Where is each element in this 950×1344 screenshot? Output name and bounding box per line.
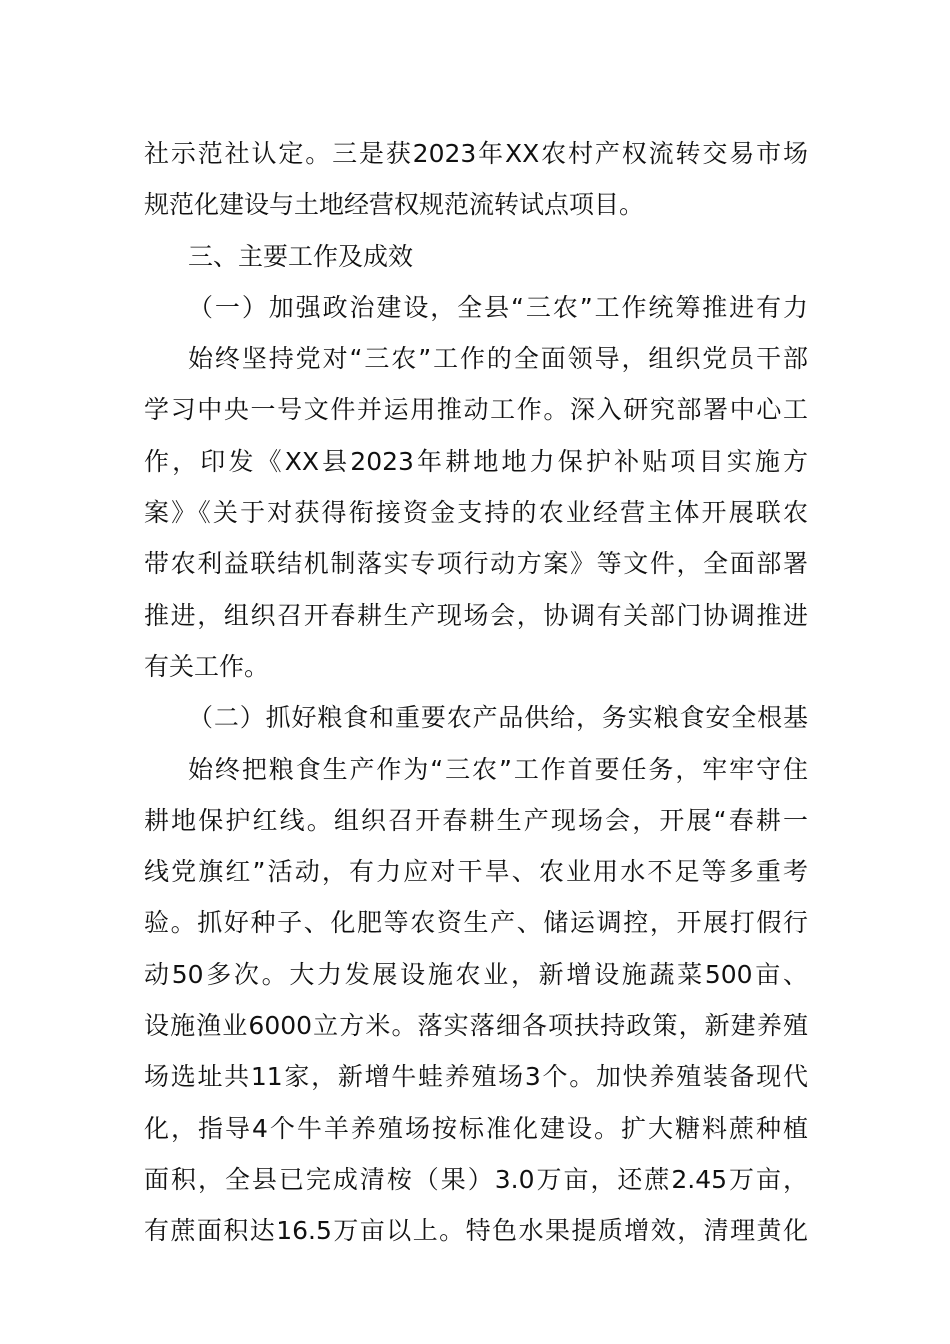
paragraph-line: 规范化建设与土地经营权规范流转试点项目。 xyxy=(144,190,645,220)
paragraph-line: 带农利益联结机制落实专项行动方案》等文件，全面部署 xyxy=(144,549,808,579)
paragraph-line: 学习中央一号文件并运用推动工作。深入研究部署中心工 xyxy=(144,395,808,425)
paragraph-line: 始终把粮食生产作为“三农”工作首要任务，牢牢守住 xyxy=(188,754,808,784)
paragraph-line: 推进，组织召开春耕生产现场会，协调有关部门协调推进 xyxy=(144,600,808,630)
paragraph-line: 耕地保护红线。组织召开春耕生产现场会，开展“春耕一 xyxy=(144,805,808,835)
paragraph-line: 始终坚持党对“三农”工作的全面领导，组织党员干部 xyxy=(188,344,808,374)
subsection-heading: （二）抓好粮食和重要农产品供给，务实粮食安全根基 xyxy=(188,703,808,733)
section-heading: 三、主要工作及成效 xyxy=(188,241,414,271)
paragraph-line: 场选址共11家，新增牛蛙养殖场3个。加快养殖装备现代 xyxy=(144,1062,808,1092)
paragraph-line: 社示范社认定。三是获2023年XX农村产权流转交易市场 xyxy=(144,139,808,168)
paragraph-line: 设施渔业6000立方米。落实落细各项扶持政策，新建养殖 xyxy=(144,1011,808,1041)
paragraph-line: 有蔗面积达16.5万亩以上。特色水果提质增效，清理黄化 xyxy=(144,1216,808,1246)
subsection-heading: （一）加强政治建设，全县“三农”工作统筹推进有力 xyxy=(188,292,808,322)
paragraph-line: 案》《关于对获得衔接资金支持的农业经营主体开展联农 xyxy=(144,498,808,528)
document-body xyxy=(144,128,808,1257)
paragraph-line: 作，印发《XX县2023年耕地地力保护补贴项目实施方 xyxy=(144,446,808,476)
paragraph-line: 面积，全县已完成清桉（果）3.0万亩，还蔗2.45万亩， xyxy=(144,1164,808,1194)
paragraph-line: 有关工作。 xyxy=(144,651,270,681)
paragraph-line: 验。抓好种子、化肥等农资生产、储运调控，开展打假行 xyxy=(144,908,808,938)
paragraph-line: 化，指导4个牛羊养殖场按标准化建设。扩大糖料蔗种植 xyxy=(144,1113,808,1143)
paragraph-line: 线党旗红”活动，有力应对干旱、农业用水不足等多重考 xyxy=(144,857,808,887)
paragraph-line: 动50多次。大力发展设施农业，新增设施蔬菜500亩、 xyxy=(144,959,808,989)
